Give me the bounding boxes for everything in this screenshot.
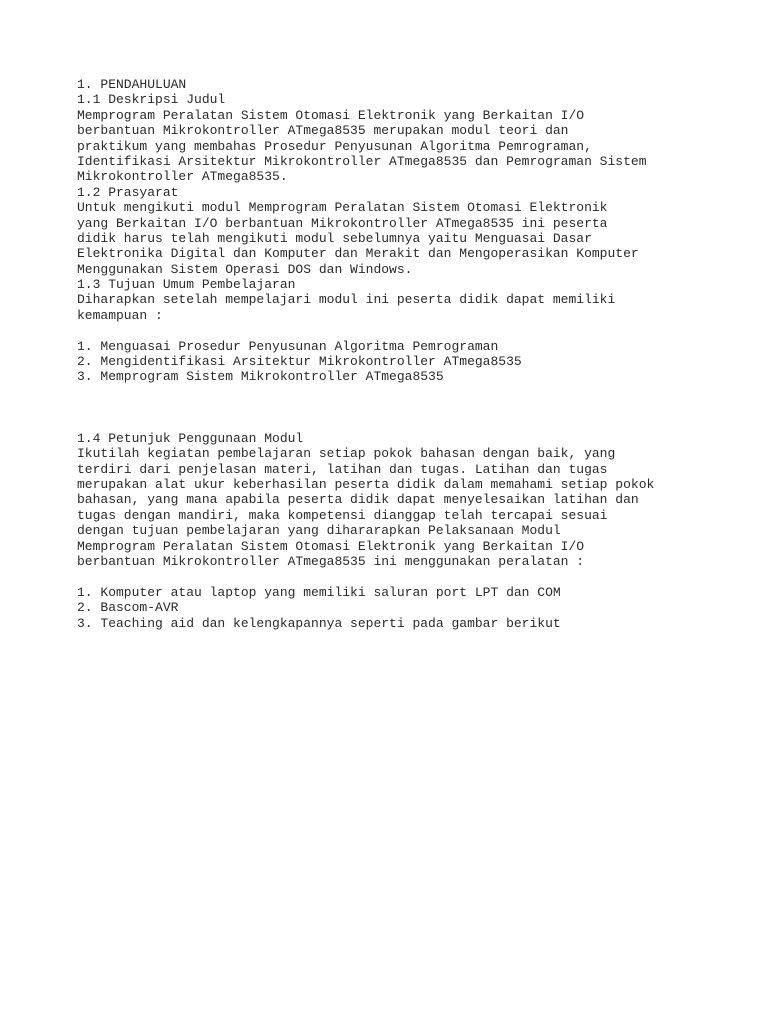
paragraph-line: Ikutilah kegiatan pembelajaran setiap pokok bahasan dengan baik, yang <box>77 446 616 462</box>
heading-petunjuk-penggunaan: 1.4 Petunjuk Penggunaan Modul <box>77 430 304 446</box>
paragraph-petunjuk-penggunaan <box>77 446 717 569</box>
heading-pendahuluan: 1. PENDAHULUAN <box>77 77 187 92</box>
paragraph-prasyarat <box>77 200 717 277</box>
paragraph-line: Identifikasi Arsitektur Mikrokontroller ATmega8535 dan Pemrograman Sistem <box>77 153 647 169</box>
paragraph-line: Menggunakan Sistem Operasi DOS dan Windows. <box>77 261 413 277</box>
list-peralatan <box>77 585 717 631</box>
paragraph-line: berbantuan Mikrokontroller ATmega8535 ini menggunakan peralatan : <box>77 553 585 569</box>
list-item: 2. Bascom-AVR <box>77 600 179 616</box>
paragraph-line: dengan tujuan pembelajaran yang dihararapkan Pelaksanaan Modul <box>77 523 561 539</box>
list-item: 3. Memprogram Sistem Mikrokontroller ATmega8535 <box>77 369 444 385</box>
section-gap <box>77 385 717 431</box>
heading-prasyarat: 1.2 Prasyarat <box>77 184 179 200</box>
blank-line <box>77 569 717 584</box>
paragraph-line: merupakan alat ukur keberhasilan peserta didik dalam memahami setiap pokok <box>77 476 655 492</box>
paragraph-line: praktikum yang membahas Prosedur Penyusunan Algoritma Pemrograman, <box>77 138 592 154</box>
paragraph-line: terdiri dari penjelasan materi, latihan dan tugas. Latihan dan tugas <box>77 461 608 477</box>
paragraph-line: bahasan, yang mana apabila peserta didik dapat menyelesaikan latihan dan <box>77 492 639 508</box>
list-item: 1. Menguasai Prosedur Penyusunan Algoritma Pemrograman <box>77 338 499 354</box>
list-item: 3. Teaching aid dan kelengkapannya seperti pada gambar berikut <box>77 615 561 631</box>
paragraph-line: yang Berkaitan I/O berbantuan Mikrokontroller ATmega8535 ini peserta <box>77 215 608 231</box>
list-tujuan-umum <box>77 339 717 385</box>
paragraph-tujuan-umum <box>77 292 717 323</box>
paragraph-line: berbantuan Mikrokontroller ATmega8535 merupakan modul teori dan <box>77 123 569 139</box>
document-page <box>77 77 717 631</box>
paragraph-line: kemampuan : <box>77 307 163 323</box>
heading-deskripsi-judul: 1.1 Deskripsi Judul <box>77 92 226 108</box>
paragraph-line: Memprogram Peralatan Sistem Otomasi Elektronik yang Berkaitan I/O <box>77 538 585 554</box>
blank-line <box>77 323 717 338</box>
heading-tujuan-umum: 1.3 Tujuan Umum Pembelajaran <box>77 277 296 293</box>
list-item: 1. Komputer atau laptop yang memiliki saluran port LPT dan COM <box>77 584 561 600</box>
paragraph-line: Diharapkan setelah mempelajari modul ini peserta didik dapat memiliki <box>77 292 616 308</box>
paragraph-line: didik harus telah mengikuti modul sebelumnya yaitu Menguasai Dasar <box>77 230 592 246</box>
paragraph-line: Memprogram Peralatan Sistem Otomasi Elektronik yang Berkaitan I/O <box>77 107 585 123</box>
paragraph-line: tugas dengan mandiri, maka kompetensi dianggap telah tercapai sesuai <box>77 507 608 523</box>
paragraph-line: Elektronika Digital dan Komputer dan Merakit dan Mengoperasikan Komputer <box>77 246 639 262</box>
paragraph-deskripsi-judul <box>77 108 717 185</box>
list-item: 2. Mengidentifikasi Arsitektur Mikrokontroller ATmega8535 <box>77 354 522 370</box>
paragraph-line: Untuk mengikuti modul Memprogram Peralatan Sistem Otomasi Elektronik <box>77 200 608 216</box>
paragraph-line: Mikrokontroller ATmega8535. <box>77 169 288 185</box>
